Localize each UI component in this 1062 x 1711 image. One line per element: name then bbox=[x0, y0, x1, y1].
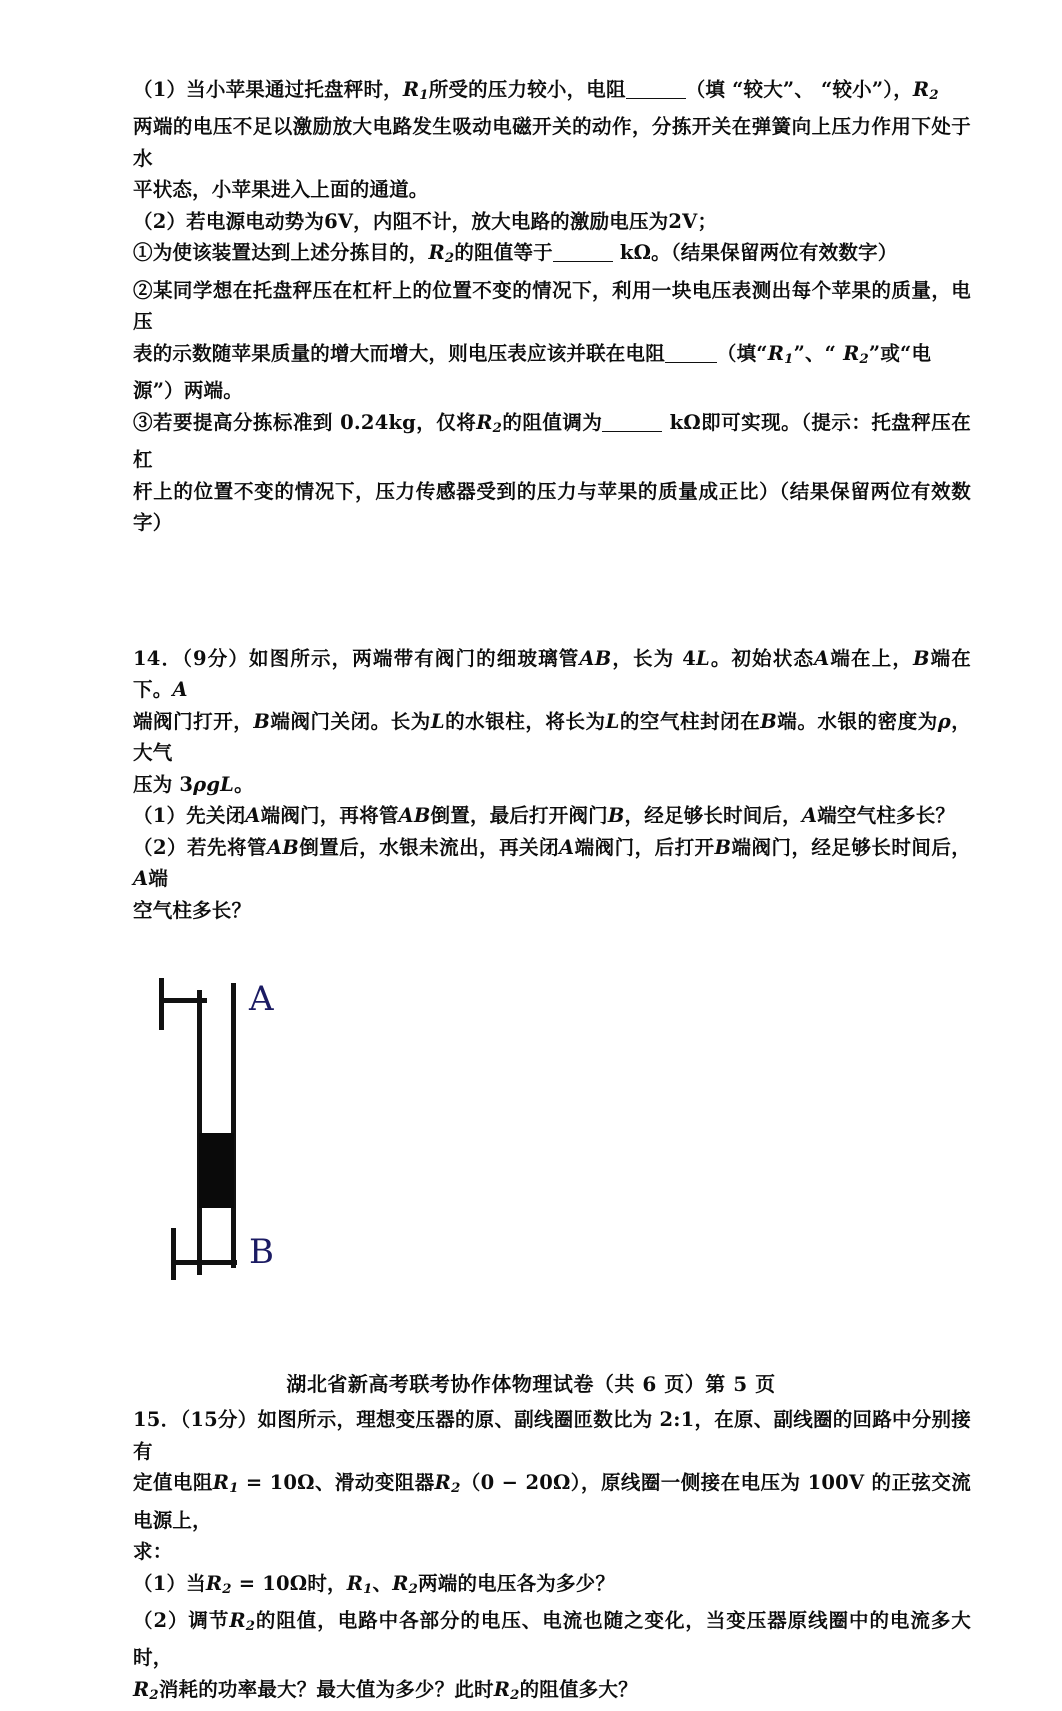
q13-p2-item2-line3: 源”）两端。 bbox=[133, 379, 243, 403]
q14-sub2-line2: 空气柱多长？ bbox=[133, 898, 252, 922]
q15-number: 15． bbox=[133, 1408, 181, 1432]
tube-left-wall bbox=[197, 990, 202, 1275]
q14-sub2: （2）若先将管AB倒置后，水银未流出，再关闭A端阀门，后打开B端阀门，经足够长时间后，A端 bbox=[133, 835, 972, 891]
variable-r2: $R_2$ bbox=[428, 241, 455, 267]
q13-p1-seg-b: 所受的压力较小，电阻 bbox=[428, 78, 626, 101]
q13-p1-seg-c: （填 “较大”、 “较小”）， bbox=[685, 78, 913, 101]
tube-label-a: A bbox=[249, 979, 274, 1020]
valve-a-handle bbox=[159, 978, 164, 1030]
q13-p2-item2-line2: 表的示数随苹果质量的增大而增大，则电压表应该并联在电阻 （填“$R_1$”、“ $R_2$”或“电 bbox=[133, 341, 932, 367]
glass-tube-figure bbox=[153, 970, 453, 1300]
variable-r2: $R_2$ bbox=[912, 78, 939, 103]
q14-stem-line3: 压为 3ρgL。 bbox=[133, 772, 254, 796]
variable-r2: $R_2$ bbox=[493, 1677, 520, 1703]
q15-stem-line2: 定值电阻$R_1 = 10\Omega$、滑动变阻器$R_2(0 - 20\Omega)$，原线圈一侧接在电压为 100V 的正弦交流电源上， bbox=[133, 1471, 971, 1532]
q15-sub2: （2）调节$R_2$的阻值，电路中各部分的电压、电流也随之变化，当变压器原线圈中的电流多大时， bbox=[133, 1608, 971, 1670]
q13-p2-lead: （2）若电源电动势为6V，内阻不计，放大电路的激励电压为2V； bbox=[133, 209, 718, 233]
variable-r2: $R_2$ bbox=[434, 1471, 461, 1497]
page-footer: 湖北省新高考联考协作体物理试卷（共 6 页）第 5 页 bbox=[286, 1372, 776, 1396]
q13-p1-line2: 两端的电压不足以激励放大电路发生吸动电磁开关的动作，分拣开关在弹簧向上压力作用下处于水 bbox=[133, 115, 971, 170]
page-content bbox=[133, 74, 971, 1711]
q15-score: （15分） bbox=[180, 1408, 258, 1432]
q15-sub2-line2: $R_2$消耗的功率最大？最大值为多少？此时$R_2$的阻值多大？ bbox=[133, 1677, 638, 1703]
glass-tube-svg bbox=[153, 970, 453, 1300]
q13-part1-text bbox=[133, 74, 971, 111]
variable-r1: $R_1$ bbox=[346, 1571, 373, 1597]
q14-sub1: （1）先关闭A端阀门，再将管AB倒置，最后打开阀门B，经足够长时间后，A端空气柱多长？ bbox=[133, 804, 956, 828]
section-gap bbox=[133, 539, 971, 643]
variable-r2: $R_2$ bbox=[205, 1571, 232, 1597]
q13-p2-item1: ①为使该装置达到上述分拣目的，$R_2$的阻值等于 kΩ。（结果保留两位有效数字） bbox=[133, 241, 898, 267]
q14-number: 14． bbox=[133, 646, 183, 670]
q13-p2-item3: ③若要提高分拣标准到 0.24kg，仅将$R_2$的阻值调为 kΩ即可实现。（提示：托盘秤压在杠 bbox=[133, 410, 971, 472]
mercury-column bbox=[199, 1133, 234, 1208]
question-13-part-2 bbox=[133, 206, 971, 539]
q15-stem-line1: 15．（15分）如图所示，理想变压器的原、副线圈匝数比为 2:1，在原、副线圈的回路中分别接有 bbox=[133, 1408, 971, 1463]
answer-blank[interactable] bbox=[553, 246, 613, 262]
question-14 bbox=[133, 643, 971, 927]
variable-r2: $R_2$ bbox=[392, 1571, 419, 1597]
q13-p1-line3: 平状态，小苹果进入上面的通道。 bbox=[133, 178, 429, 202]
valve-a-stem bbox=[159, 998, 207, 1003]
answer-blank[interactable] bbox=[665, 347, 717, 363]
answer-blank[interactable] bbox=[626, 83, 686, 99]
q15-stem-line3: 求： bbox=[133, 1540, 173, 1564]
answer-blank[interactable] bbox=[602, 416, 662, 432]
valve-b-handle bbox=[171, 1228, 176, 1280]
q15-sub1: （1）当$R_2 = 10\Omega$时，$R_1$、$R_2$两端的电压各为多少？ bbox=[133, 1571, 616, 1597]
variable-r2: $R_2$ bbox=[476, 410, 503, 436]
q13-p2-item2-line1: ②某同学想在托盘秤压在杠杆上的位置不变的情况下，利用一块电压表测出每个苹果的质量，电压 bbox=[133, 278, 971, 334]
tube-label-b: B bbox=[249, 1232, 274, 1273]
q14-stem-line1: 14．（9分）如图所示，两端带有阀门的细玻璃管AB，长为 4L。初始状态A端在上，B端在下。A bbox=[133, 646, 971, 702]
variable-r2: $R_2$ bbox=[133, 1677, 159, 1703]
variable-r1: $R_1$ bbox=[402, 78, 429, 103]
question-13-part-1 bbox=[133, 74, 971, 206]
q13-p1-seg-a: （1）当小苹果通过托盘秤时， bbox=[133, 78, 403, 101]
valve-b-stem bbox=[171, 1260, 237, 1265]
variable-r2: $R_2$ bbox=[229, 1608, 256, 1634]
variable-r1: $R_1$ bbox=[767, 341, 794, 367]
variable-r2: $R_2$ bbox=[843, 341, 869, 367]
q14-stem-line2: 端阀门打开，B端阀门关闭。长为L的水银柱，将长为L的空气柱封闭在B端。水银的密度为ρ，大气 bbox=[133, 709, 971, 765]
variable-r1: $R_1$ bbox=[212, 1471, 239, 1497]
figure-gap-top bbox=[133, 926, 971, 970]
q13-p2-item3-line2: 杆上的位置不变的情况下，压力传感器受到的压力与苹果的质量成正比）（结果保留两位有效数字） bbox=[133, 479, 971, 535]
q14-score: （9分） bbox=[182, 646, 250, 670]
question-15 bbox=[133, 1404, 971, 1711]
tube-right-wall bbox=[231, 983, 236, 1268]
